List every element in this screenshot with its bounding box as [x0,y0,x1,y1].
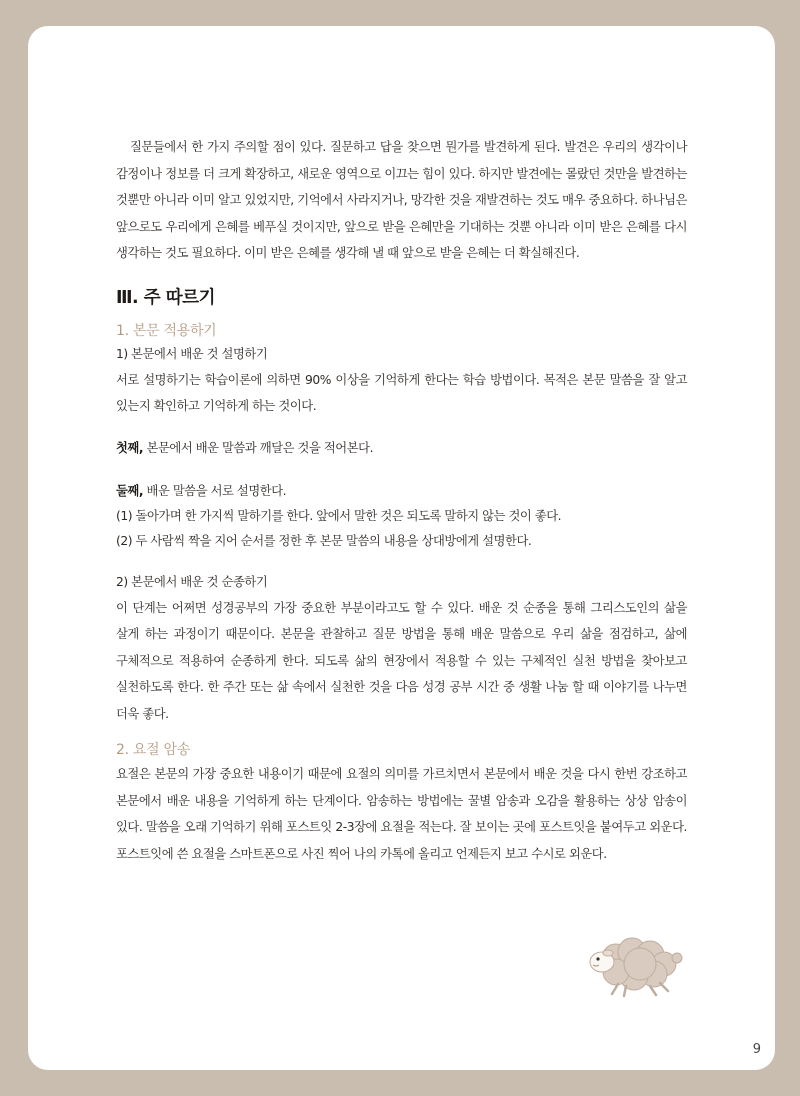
sub2-body: 이 단계는 어쩌면 성경공부의 가장 중요한 부분이라고도 할 수 있다. 배운 것 순종을 통해 그리스도인의 삶을 살게 하는 과정이기 때문이다. 본문을 관찰하고 질문 방법을 통해 배운 말씀으로 우리 삶을 점검하고, 삶에 구체적으로 적용하여 순종하게 한다. 되도록 삶의 현장에서 적용할 수 있는 구체적인 실천 방법을 찾아보고 실천하도록 한다. 한 주간 또는 삶 속에서 실천한 것을 다음 성경 공부 시간 중 생활 나눔 할 때 이야기를 나누면 더욱 좋다. [116,600,687,721]
part1-title: 1. 본문 적용하기 [116,322,217,339]
first-text: 본문에서 배운 말씀과 깨달은 것을 적어본다. [143,440,374,455]
sub1-heading: 1) 본문에서 배운 것 설명하기 [116,346,268,361]
intro-paragraph: 질문들에서 한 가지 주의할 점이 있다. 질문하고 답을 찾으면 뭔가를 발견하게 된다. 발견은 우리의 생각이나 감정이나 정보를 더 크게 확장하고, 새로운 영역으로 이끄는 힘이 있다. 하지만 발견에는 몰랐던 것만을 발견하는 것뿐만 아니라 이미 알고 있었지만, 기억에서 사라지거나, 망각한 것을 재발견하는 것도 매우 중요하다. 하나님은 앞으로도 우리에게 은혜를 베푸실 것이지만, 앞으로 받을 은혜만을 기대하는 것뿐 아니라 이미 받은 은혜를 다시 생각하는 것도 필요하다. 이미 받은 은혜를 생각해 낼 때 앞으로 받을 은혜는 더 확실해진다. [116,140,687,260]
sub1-body: 서로 설명하기는 학습이론에 의하면 90% 이상을 기억하게 한다는 학습 방법이다. 목적은 본문 말씀을 잘 알고 있는지 확인하고 기억하게 하는 것이다. [116,372,687,413]
sheep-icon [564,928,686,1000]
part2-body: 요절은 본문의 가장 중요한 내용이기 때문에 요절의 의미를 가르치면서 본문에서 배운 것을 다시 한번 강조하고 본문에서 배운 내용을 기억하게 하는 단계이다. 암송하는 방법에는 꿀별 암송과 오감을 활용하는 상상 암송이 있다. 말씀을 오래 기억하기 위해 포스트잇 2-3장에 요절을 적는다. 잘 보이는 곳에 포스트잇을 붙여두고 외운다. 포스트잇에 쓴 요절을 스마트폰으로 사진 찍어 나의 카톡에 올리고 언제든지 보고 수시로 외운다. [116,767,687,861]
second-label: 둘째, [116,483,144,498]
first-label: 첫째, [116,440,144,455]
list-item-2: (2) 두 사람씩 짝을 지어 순서를 정한 후 본문 말씀의 내용을 상대방에게 설명한다. [116,533,532,548]
second-step [116,479,687,504]
first-step [116,436,687,461]
section-title: Ⅲ. 주 따르기 [116,287,215,308]
page-number: 9 [752,1042,761,1057]
second-text: 배운 말씀을 서로 설명한다. [143,483,287,498]
part2-title: 2. 요절 암송 [116,742,190,758]
document-page [28,26,775,1070]
sub2-heading: 2) 본문에서 배운 것 순종하기 [116,574,268,589]
list-item-1: (1) 돌아가며 한 가지씩 말하기를 한다. 앞에서 말한 것은 되도록 말하지 않는 것이 좋다. [116,508,562,523]
